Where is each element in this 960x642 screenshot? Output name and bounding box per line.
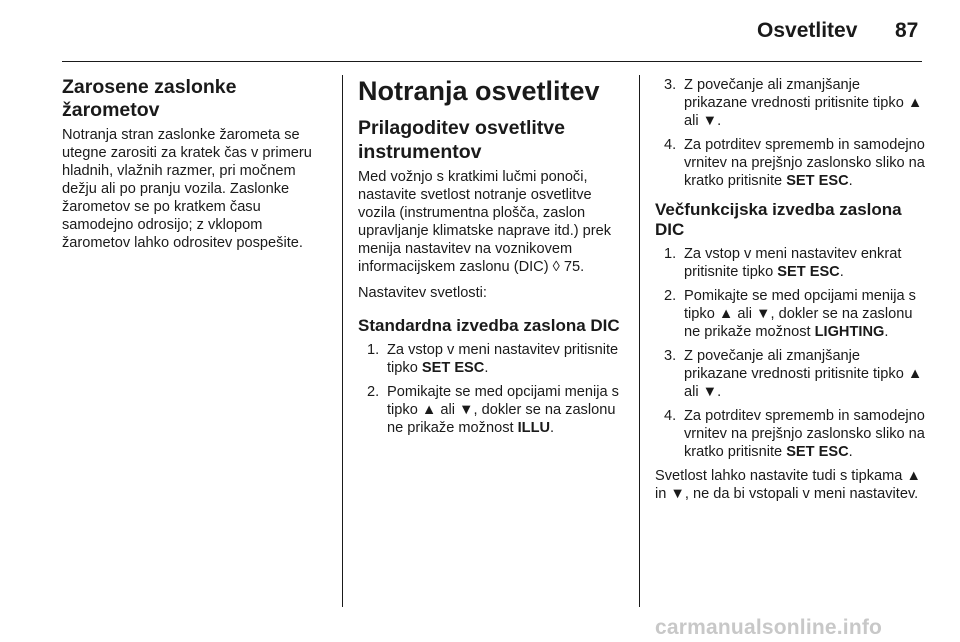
left-column bbox=[62, 76, 330, 260]
list-item: 1. Za vstop v meni nastavitev pritisnite tipko SET ESC. bbox=[367, 342, 619, 376]
list-item: 4. Za potrditev sprememb in samodejno vrnitev na prejšnjo zaslonsko sliko na kratko pritisnite SET ESC. bbox=[664, 408, 925, 460]
key-label: SET ESC bbox=[421, 360, 485, 376]
setting-label: Nastavitev svetlosti: bbox=[358, 285, 487, 301]
key-label: SET ESC bbox=[777, 264, 840, 280]
key-label: SET ESC bbox=[786, 173, 849, 189]
key-label: SET ESC bbox=[786, 444, 849, 460]
page-section-title: Osvetlitev bbox=[757, 19, 858, 42]
subheading-multifunction-dic: Večfunkcijska izvedba zaslona DIC bbox=[655, 200, 902, 239]
right-column bbox=[655, 76, 925, 511]
list-item: 2. Pomikajte se med opcijami menija s tipko ▲ ali ▼, dokler se na zaslonu ne prikaže možnost ILLU. bbox=[367, 384, 619, 436]
column-divider-1 bbox=[342, 75, 343, 607]
standard-dic-steps-continued bbox=[655, 76, 925, 190]
closing-paragraph: Svetlost lahko nastavite tudi s tipkama ▲ in ▼, ne da bi vstopali v meni nastavitev. bbox=[655, 468, 921, 502]
standard-dic-steps bbox=[358, 341, 628, 437]
middle-column bbox=[358, 76, 628, 445]
page-reference-icon: ◊ bbox=[552, 259, 560, 275]
key-label: LIGHTING bbox=[814, 324, 885, 340]
intro-paragraph bbox=[358, 168, 628, 276]
section-heading-headlight-fogging: Zarosene zaslonke žarometov bbox=[62, 76, 237, 121]
key-label: ILLU bbox=[517, 420, 551, 436]
list-item: 3. Z povečanje ali zmanjšanje prikazane vrednosti pritisnite tipko ▲ ali ▼. bbox=[664, 348, 923, 400]
list-item: 4. Za potrditev sprememb in samodejno vrnitev na prejšnjo zaslonsko sliko na kratko pritisnite SET ESC. bbox=[664, 137, 925, 189]
list-item: 1. Za vstop v meni nastavitev enkrat pritisnite tipko SET ESC. bbox=[664, 246, 902, 280]
subheading-standard-dic: Standardna izvedba zaslona DIC bbox=[358, 316, 620, 335]
list-item: 2. Pomikajte se med opcijami menija s tipko ▲ ali ▼, dokler se na zaslonu ne prikaže možnost LIGHTING. bbox=[664, 288, 916, 340]
page-number: 87 bbox=[895, 19, 919, 42]
list-item: 3. Z povečanje ali zmanjšanje prikazane vrednosti pritisnite tipko ▲ ali ▼. bbox=[664, 77, 923, 129]
subheading-instrument-illumination: Prilagoditev osvetlitve instrumentov bbox=[358, 117, 565, 163]
page-reference-link[interactable]: 75. bbox=[563, 259, 585, 275]
chapter-heading: Notranja osvetlitev bbox=[358, 76, 600, 106]
page-header bbox=[0, 0, 960, 60]
intro-text: Med vožnjo s kratkimi lučmi ponoči, nastavite svetlost notranje osvetlitve vozila (instrumentna plošča, zaslon upravljanje klimatske naprave itd.) prek menija nastavitev na voznikovem informacijskem zaslonu (DIC) bbox=[358, 169, 612, 275]
watermark: carmanualsonline.info bbox=[655, 616, 883, 639]
column-divider-2 bbox=[639, 75, 640, 607]
header-divider bbox=[62, 61, 922, 62]
multifunction-dic-steps bbox=[655, 245, 925, 461]
headlight-fogging-text: Notranja stran zaslonke žarometa se utegne zarositi za kratek čas v primeru hladnih, vlažnih razmer, pri močnem dežju ali po pranju vozila. Zaslonke žarometov se po kratkem času samodejno odrosijo; z vklopom žarometov lahko odrositev pospešite. bbox=[62, 127, 312, 251]
